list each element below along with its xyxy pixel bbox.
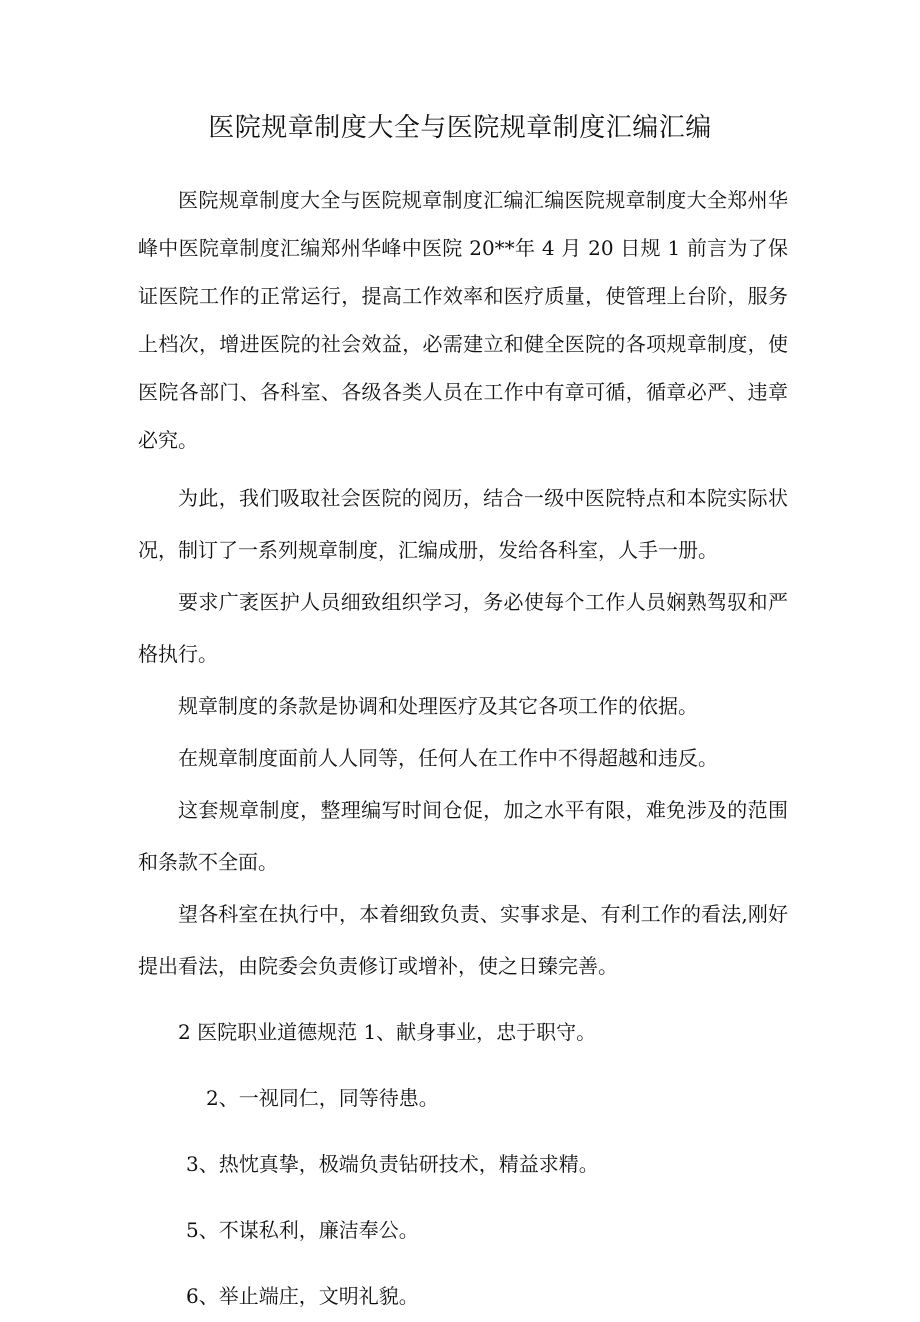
paragraph: 在规章制度面前人人同等，任何人在工作中不得超越和违反。 <box>178 746 718 770</box>
document-body <box>138 176 788 1322</box>
document-title: 医院规章制度大全与医院规章制度汇编汇编 <box>208 113 712 143</box>
list-item-section-heading: 2 医院职业道德规范 1、献身事业，忠于职守。 <box>178 1020 597 1044</box>
paragraph: 这套规章制度，整理编写时间仓促，加之水平有限，难免涉及的范围和条款不全面。 <box>138 798 788 874</box>
paragraph: 要求广袤医护人员细致组织学习，务必使每个工作人员娴熟驾驭和严格执行。 <box>138 590 788 666</box>
list-item: 6、举止端庄，文明礼貌。 <box>186 1284 419 1308</box>
list-item: 3、热忱真挚，极端负责钻研技术，精益求精。 <box>186 1152 599 1176</box>
list-item: 5、不谋私利，廉洁奉公。 <box>186 1218 419 1242</box>
paragraph: 望各科室在执行中，本着细致负责、实事求是、有利工作的看法,刚好提出看法，由院委会负责修订或增补，使之日臻完善。 <box>138 902 788 978</box>
list-item: 2、一视同仁，同等待患。 <box>206 1086 439 1110</box>
paragraph-preface: 医院规章制度大全与医院规章制度汇编汇编医院规章制度大全郑州华峰中医院章制度汇编郑州华峰中医院 20**年 4 月 20 日规 1 前言为了保证医院工作的正常运行，提高工作效率和医疗质量，使管理上台阶，服务上档次，增进医院的社会效益，必需建立和健全医院的各项规章制度，使医院各部门、各科室、各级各类人员在工作中有章可循，循章必严、违章必究。 <box>138 188 788 452</box>
paragraph: 为此，我们吸取社会医院的阅历，结合一级中医院特点和本院实际状况，制订了一系列规章制度，汇编成册，发给各科室，人手一册。 <box>138 486 788 562</box>
paragraph: 规章制度的条款是协调和处理医疗及其它各项工作的依据。 <box>178 694 698 718</box>
